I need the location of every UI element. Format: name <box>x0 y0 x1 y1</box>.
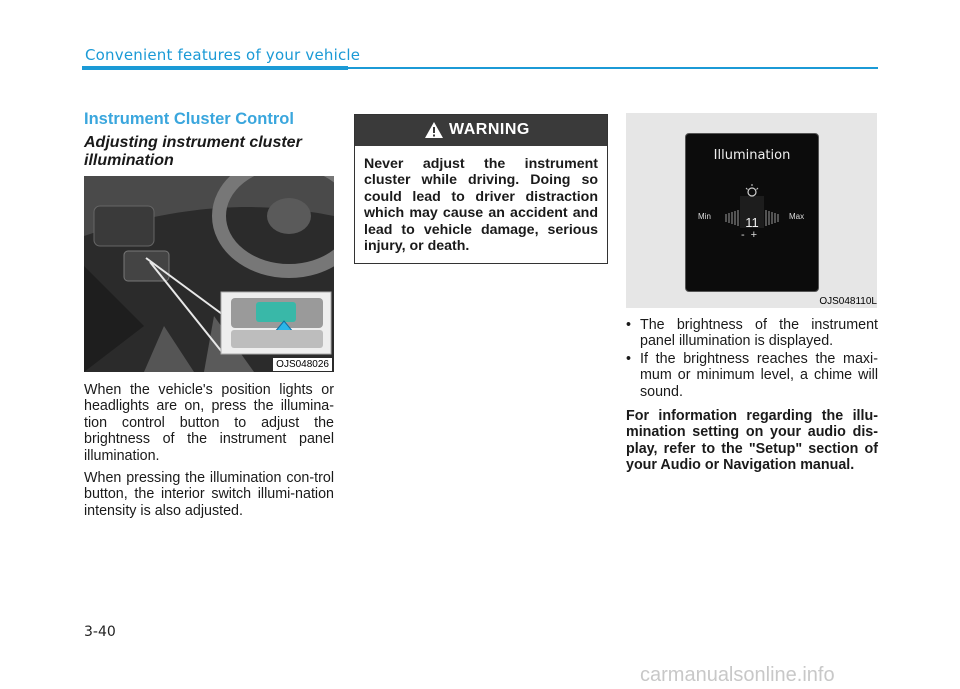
display-adjust-controls <box>686 229 818 241</box>
bullet-text: The brightness of the instrument panel illumination is displayed. <box>640 317 878 350</box>
warning-text: Never adjust the instrument cluster while driving. Doing so could lead to driver distraction which may cause an accident and lead to vehicle damage, serious injury, or death. <box>364 156 598 255</box>
bullet-item <box>626 351 878 400</box>
bullet-dot-icon: • <box>626 351 632 367</box>
cluster-display <box>685 133 819 292</box>
watermark: carmanualsonline.info <box>640 664 835 686</box>
bullet-text: If the brightness reaches the maxi-mum or minimum level, a chime will sound. <box>640 351 878 400</box>
section-header-title: Convenient features of your vehicle <box>85 46 361 64</box>
plus-icon: + <box>750 229 764 241</box>
subsection-title: Adjusting instrument cluster illumination <box>84 134 302 169</box>
header-rule-thin <box>348 67 878 69</box>
warning-header <box>355 115 607 146</box>
display-title: Illumination <box>713 148 791 163</box>
minus-icon: - <box>740 229 751 241</box>
dashboard-illustration-graphic <box>84 176 334 372</box>
dashboard-illustration <box>84 176 334 372</box>
image-caption-left: OJS048026 <box>273 358 332 371</box>
page-number: 3-40 <box>84 624 116 640</box>
reference-note: For information regarding the illu-mination setting on your audio dis-play, refer to the "Setup" section of your Audio or Navigation manual. <box>626 408 878 474</box>
section-title: Instrument Cluster Control <box>84 110 294 128</box>
image-caption-right: OJS048110L <box>819 296 877 307</box>
header-rule-thick <box>82 66 348 70</box>
warning-triangle-icon <box>425 122 443 138</box>
bullet-dot-icon: • <box>626 317 632 333</box>
bullet-item <box>626 317 878 350</box>
body-paragraph-2: When pressing the illumination con-trol button, the interior switch illumi-nation intensity is also adjusted. <box>84 470 334 519</box>
warning-label: WARNING <box>449 121 530 138</box>
warning-box <box>354 114 608 264</box>
body-paragraph-1: When the vehicle's position lights or headlights are on, press the illumina-tion control button to adjust the brightness of the instrument panel illumination. <box>84 382 334 464</box>
display-max-label: Max <box>789 212 805 221</box>
display-min-label: Min <box>698 212 711 221</box>
display-brightness-value: 11 <box>745 215 759 230</box>
illumination-screen-illustration <box>626 113 877 308</box>
